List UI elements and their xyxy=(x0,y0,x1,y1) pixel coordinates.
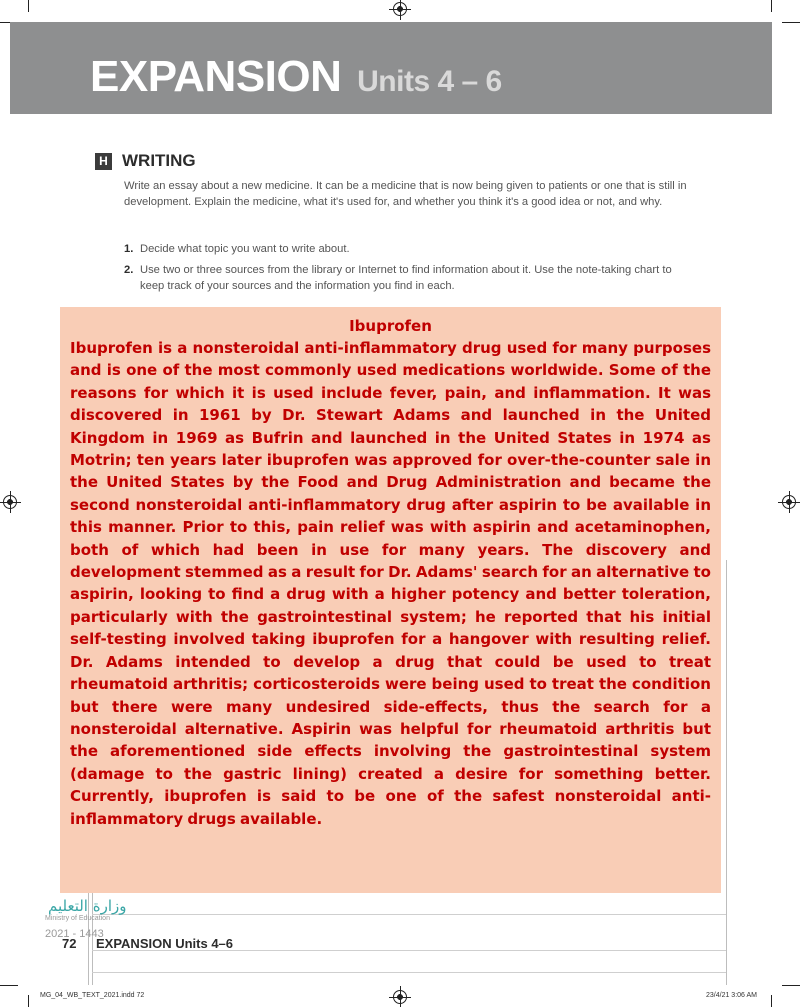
year-label: 2021 - 1443 xyxy=(45,928,104,940)
crop-mark xyxy=(782,985,800,986)
section-badge: H xyxy=(95,153,112,170)
page-title-units: Units 4 – 6 xyxy=(357,65,502,98)
essay-title: Ibuprofen xyxy=(349,317,432,335)
page-number: 72 xyxy=(62,936,77,951)
section-heading: WRITING xyxy=(122,151,196,170)
registration-mark-icon xyxy=(393,2,407,16)
essay-body: Ibuprofen is a nonsteroidal anti-inflammatory drug used for many purposes and is one of the most commonly used medications worldwide. Some of the reasons for which it is used include fever, pain, and inflammation. It was discovered in 1961 by Dr. Stewart Adams and launched in the United Kingdom in 1969 as Bufrin and launched in the United States in 1974 as Motrin; ten years later ibuprofen was approved for over-the-counter sale in the United States by the Food and Drug Administration and became the second nonsteroidal anti-inflammatory drug after aspirin to be available in this manner. Prior to this, pain relief was with aspirin and acetaminophen, both of which had been in use for many years. The discovery and development stemmed as a result for Dr. Adams' search for an alternative to aspirin, looking to find a drug with a higher potency and better toleration, particularly with the gastrointestinal system; he reported that his initial self-testing involved taking ibuprofen for a hangover with resulting relief. Dr. Adams intended to develop a drug that could be used to treat rheumatoid arthritis; corticosteroids were being used to treat the condition but there were many undesired side-effects, thus the search for a nonsteroidal alternative. Aspirin was helpful for rheumatoid arthritis but the aforementioned side effects involving the gastrointestinal system (damage to the gastric lining) created a desire for something better. Currently, ibuprofen is said to be one of the safest nonsteroidal anti-inflammatory drugs available. xyxy=(70,339,711,828)
essay-overlay xyxy=(60,307,721,893)
steps-list xyxy=(124,241,694,299)
chart-line xyxy=(92,972,726,973)
registration-mark-icon xyxy=(393,990,407,1004)
ministry-name: Ministry of Education xyxy=(45,915,110,922)
chart-border xyxy=(726,560,727,985)
chart-line xyxy=(92,914,726,915)
page-title-main: EXPANSION xyxy=(90,52,342,101)
step-number: 1. xyxy=(124,243,134,255)
crop-mark xyxy=(782,22,800,23)
step-item xyxy=(124,241,694,257)
page-title xyxy=(90,52,502,102)
crop-mark xyxy=(28,0,29,12)
registration-mark-icon xyxy=(782,495,796,509)
crop-mark xyxy=(771,995,772,1007)
crop-mark xyxy=(0,985,18,986)
file-slug: MG_04_WB_TEXT_2021.indd 72 xyxy=(40,992,145,999)
crop-mark xyxy=(771,0,772,12)
instructions: Write an essay about a new medicine. It can be a medicine that is now being given to patients or one that is still in development. Explain the medicine, what it's used for, and whether you think it's a good idea or not, and why. xyxy=(124,180,687,208)
crop-mark xyxy=(28,995,29,1007)
step-text: Decide what topic you want to write about. xyxy=(140,243,350,255)
step-text: Use two or three sources from the library or Internet to find information about it. Use the note-taking chart to keep track of your sources and the information you find in each. xyxy=(140,264,672,292)
step-number: 2. xyxy=(124,264,134,276)
registration-mark-icon xyxy=(3,495,17,509)
footer-label: EXPANSION Units 4–6 xyxy=(96,936,234,951)
ministry-logo: وزارة التعليم xyxy=(48,897,127,915)
step-item xyxy=(124,262,694,294)
date-slug: 23/4/21 3:06 AM xyxy=(706,992,757,999)
